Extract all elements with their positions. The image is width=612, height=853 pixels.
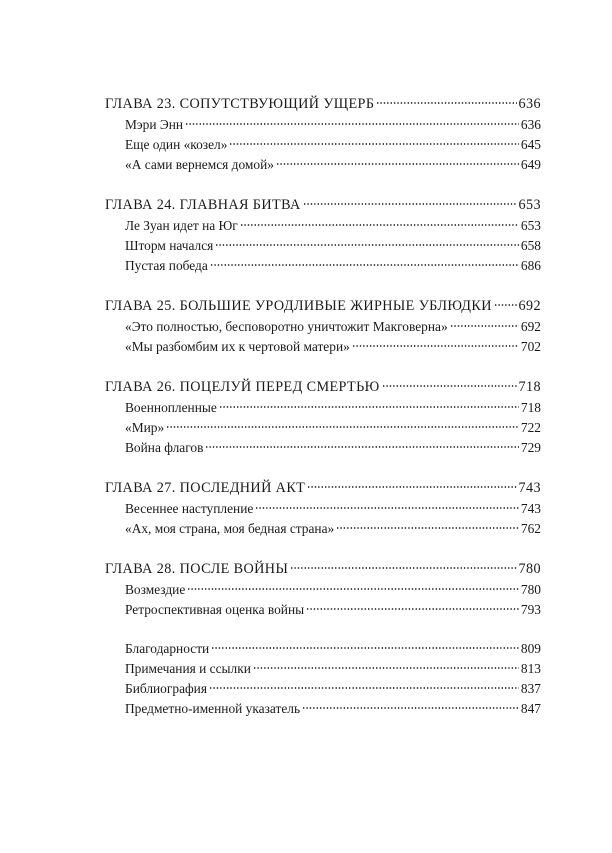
dot-leader [276,162,519,166]
section-title: «Мы разбомбим их к чертовой матери» [125,339,350,354]
dot-leader [382,384,517,388]
dot-leader [336,526,519,530]
toc-section[interactable] [105,337,541,357]
toc-section[interactable] [105,519,541,539]
page-number: 658 [520,238,541,253]
page-number: 645 [520,137,541,152]
page-number: 847 [520,701,541,716]
dot-leader [205,445,519,449]
toc-section[interactable] [105,499,541,519]
toc-section[interactable] [105,236,541,256]
page-number: 743 [518,480,541,496]
section-title: Пустая победа [125,258,208,273]
chapter-title: ГЛАВА 28. ПОСЛЕ ВОЙНЫ [105,561,289,577]
dot-leader [215,243,519,247]
dot-leader [303,202,517,206]
chapter-heading[interactable] [105,194,541,216]
page-number: 793 [520,602,541,617]
toc-chapter-23 [105,93,541,175]
page-number: 809 [520,641,541,656]
section-title: Мэри Энн [125,117,184,132]
dot-leader [307,485,516,489]
page-number: 686 [520,258,541,273]
page-number: 837 [520,681,541,696]
page-number: 780 [520,582,541,597]
section-title: Библиография [125,681,208,696]
toc-chapter-25 [105,295,541,357]
toc-chapter-24 [105,194,541,276]
dot-leader [240,223,519,227]
section-title: Ле Зуан идет на Юг [125,218,238,233]
section-title: «Мир» [125,420,165,435]
toc-chapter-27 [105,477,541,539]
toc-section[interactable] [105,135,541,155]
section-title: «Ах, моя страна, моя бедная страна» [125,521,335,536]
chapter-heading[interactable] [105,477,541,499]
toc-section[interactable] [105,418,541,438]
toc-section[interactable] [105,115,541,135]
toc-backmatter [105,639,541,719]
chapter-title: ГЛАВА 24. ГЛАВНАЯ БИТВА [105,197,301,213]
chapter-title: ГЛАВА 25. БОЛЬШИЕ УРОДЛИВЫЕ ЖИРНЫЕ УБЛЮДКИ [105,298,492,314]
dot-leader [210,263,519,267]
dot-leader [219,405,519,409]
chapter-title: ГЛАВА 27. ПОСЛЕДНИЙ АКТ [105,480,306,496]
toc-section[interactable] [105,398,541,418]
section-title: Предметно-именной указатель [125,701,301,716]
toc-section[interactable] [105,216,541,236]
toc-backmatter-item[interactable] [105,699,541,719]
section-title: Благодарности [125,641,210,656]
chapter-title: ГЛАВА 23. СОПУТСТВУЮЩИЙ УЩЕРБ [105,96,375,112]
table-of-contents [105,93,541,719]
toc-section[interactable] [105,256,541,276]
dot-leader [255,506,519,510]
page-number: 649 [520,157,541,172]
dot-leader [187,587,519,591]
chapter-heading[interactable] [105,376,541,398]
toc-section[interactable] [105,600,541,620]
toc-section[interactable] [105,438,541,458]
dot-leader [229,142,518,146]
section-title: Весеннее наступление [125,501,254,516]
dot-leader [376,101,516,105]
dot-leader [166,425,519,429]
dot-leader [290,566,516,570]
chapter-heading[interactable] [105,93,541,115]
dot-leader [450,324,519,328]
chapter-title: ГЛАВА 26. ПОЦЕЛУЙ ПЕРЕД СМЕРТЬЮ [105,379,380,395]
section-title: «А сами вернемся домой» [125,157,274,172]
toc-section[interactable] [105,317,541,337]
section-title: Возмездие [125,582,186,597]
toc-backmatter-item[interactable] [105,679,541,699]
chapter-heading[interactable] [105,295,541,317]
dot-leader [352,344,519,348]
page-number: 636 [518,96,541,112]
dot-leader [253,666,519,670]
section-title: Еще один «козел» [125,137,228,152]
page-number: 692 [518,298,541,314]
page-number: 718 [518,379,541,395]
toc-chapter-28 [105,558,541,620]
section-title: «Это полностью, бесповоротно уничтожит Макговерна» [125,319,448,334]
page-number: 653 [520,218,541,233]
dot-leader [211,646,519,650]
section-title: Примечания и ссылки [125,661,251,676]
page-number: 718 [520,400,541,415]
section-title: Война флагов [125,440,204,455]
page-number: 722 [520,420,541,435]
page-number: 729 [520,440,541,455]
dot-leader [302,706,519,710]
toc-backmatter-item[interactable] [105,639,541,659]
section-title: Военнопленные [125,400,217,415]
section-title: Шторм начался [125,238,214,253]
toc-chapter-26 [105,376,541,458]
chapter-heading[interactable] [105,558,541,580]
dot-leader [306,607,519,611]
page-number: 653 [518,197,541,213]
dot-leader [494,303,517,307]
page-number: 636 [520,117,541,132]
page-number: 780 [518,561,541,577]
page-number: 813 [520,661,541,676]
dot-leader [209,686,519,690]
toc-backmatter-item[interactable] [105,659,541,679]
section-title: Ретроспективная оценка войны [125,602,305,617]
toc-section[interactable] [105,155,541,175]
dot-leader [185,122,519,126]
page-number: 702 [520,339,541,354]
page-number: 743 [520,501,541,516]
page-number: 692 [520,319,541,334]
toc-section[interactable] [105,580,541,600]
page-number: 762 [520,521,541,536]
